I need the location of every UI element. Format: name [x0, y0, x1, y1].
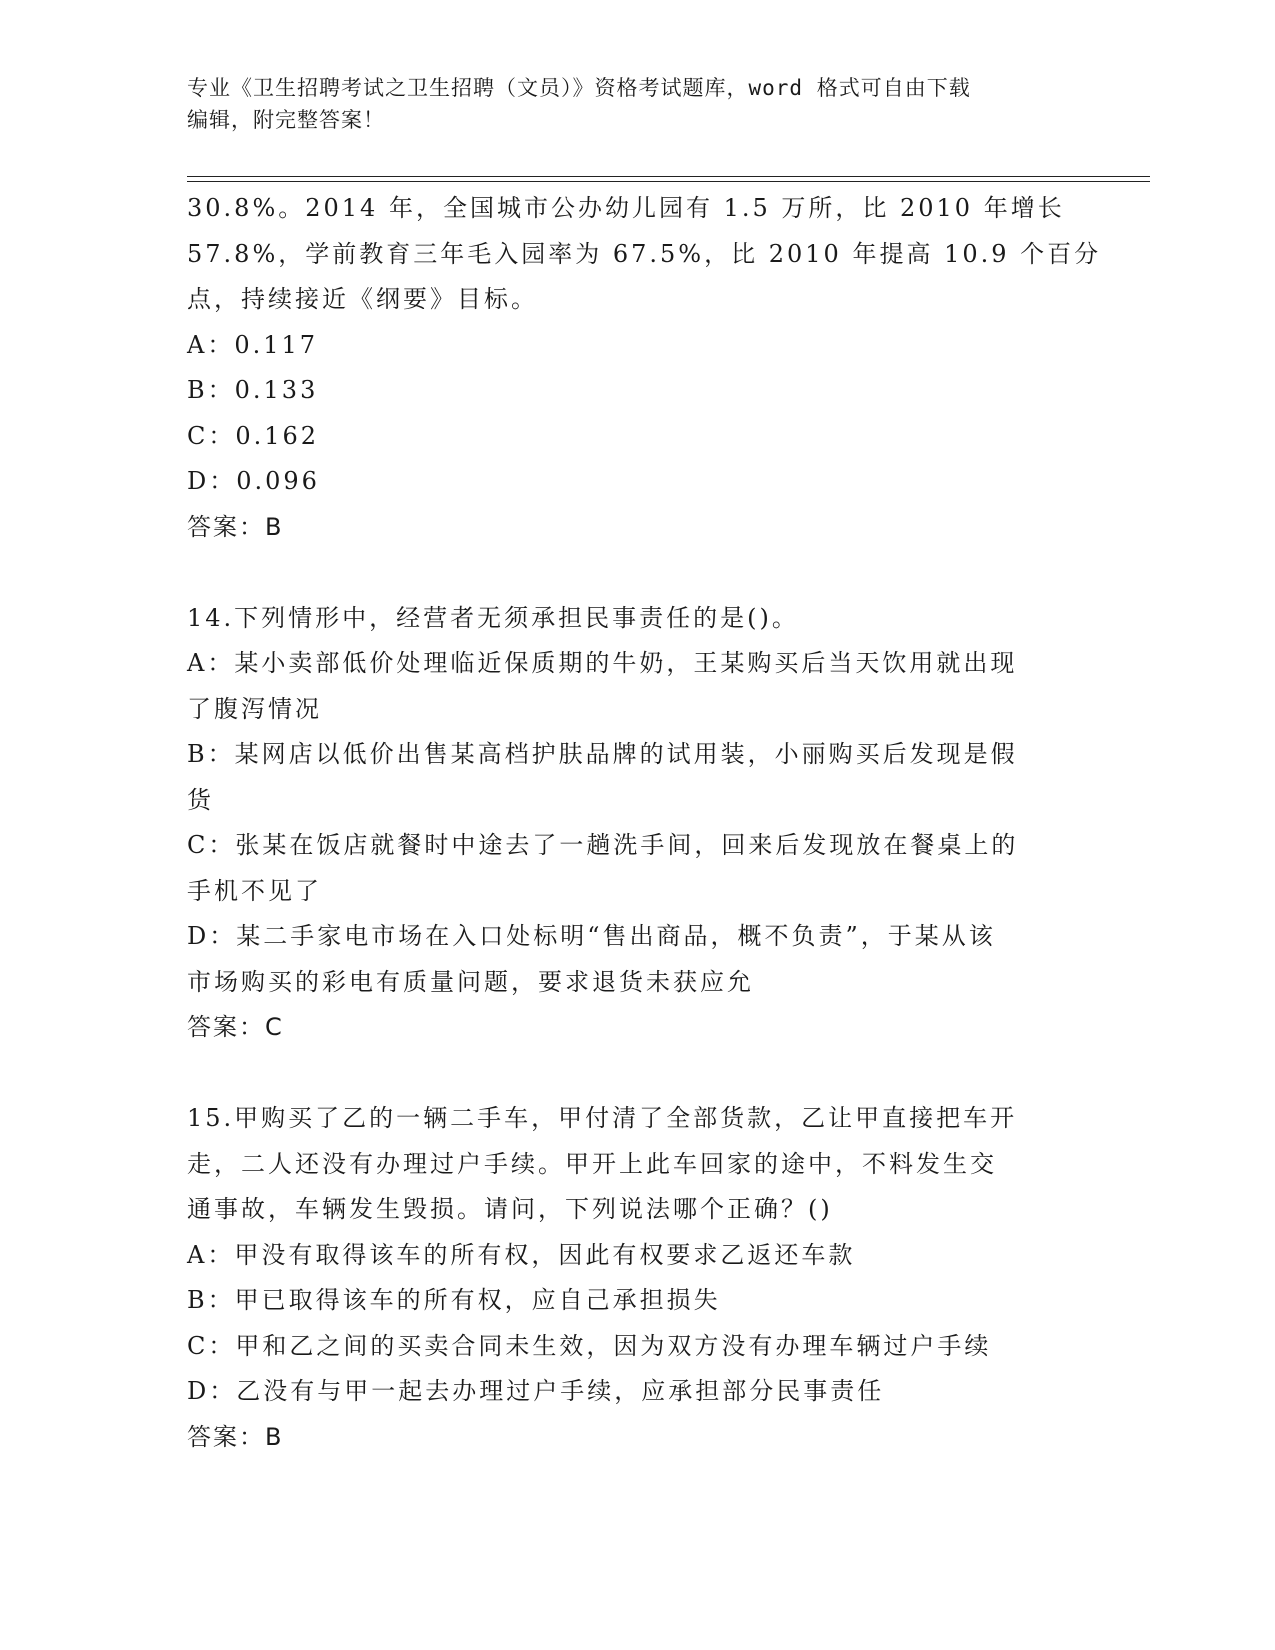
question-stem-continued: 走，二人还没有办理过户手续。甲开上此车回家的途中，不料发生交: [187, 1149, 997, 1178]
question-text-line: 点，持续接近《纲要》目标。: [187, 285, 538, 313]
option-b: B：0.133: [187, 376, 319, 404]
question-13-continuation: [187, 186, 1102, 550]
question-15: [187, 1096, 1087, 1460]
option-d: D：乙没有与甲一起去办理过户手续，应承担部分民事责任: [187, 1377, 885, 1405]
option-b: B：甲已取得该车的所有权，应自己承担损失: [187, 1286, 721, 1314]
option-d: D：某二手家电市场在入口处标明“售出商品，概不负责”，于某从该: [187, 922, 996, 950]
option-b: B：某网店以低价出售某高档护肤品牌的试用装，小丽购买后发现是假: [187, 740, 1018, 768]
answer-label: 答案：C: [187, 1013, 284, 1041]
option-a: A：某小卖部低价处理临近保质期的牛奶，王某购买后当天饮用就出现: [187, 649, 1018, 677]
option-a: A：0.117: [187, 330, 319, 359]
option-c: C：张某在饭店就餐时中途去了一趟洗手间，回来后发现放在餐桌上的: [187, 831, 1019, 859]
answer-label: 答案：B: [187, 512, 284, 541]
question-stem: 15.甲购买了乙的一辆二手车，甲付清了全部货款，乙让甲直接把车开: [187, 1104, 1018, 1132]
option-c-continued: 手机不见了: [187, 876, 322, 905]
question-text-line: 30.8%。2014 年，全国城市公办幼儿园有 1.5 万所，比 2010 年增长: [187, 194, 1065, 222]
question-stem-continued: 通事故，车辆发生毁损。请问，下列说法哪个正确？(): [187, 1195, 833, 1223]
option-d: D：0.096: [187, 467, 320, 495]
spacer: [187, 1051, 1087, 1097]
question-text-line: 57.8%，学前教育三年毛入园率为 67.5%，比 2010 年提高 10.9 个百分: [187, 239, 1102, 268]
option-a: A：甲没有取得该车的所有权，因此有权要求乙返还车款: [187, 1240, 856, 1269]
document-body: [187, 186, 1102, 1460]
option-d-continued: 市场购买的彩电有质量问题，要求退货未获应允: [187, 967, 754, 996]
answer-label: 答案：B: [187, 1422, 284, 1451]
option-a-continued: 了腹泻情况: [187, 694, 322, 723]
header-line-1: 专业《卫生招聘考试之卫生招聘（文员）》资格考试题库，word 格式可自由下载: [187, 76, 971, 100]
document-header: [187, 72, 1067, 136]
header-rule-top: [187, 176, 1150, 177]
header-rule-bottom: [187, 181, 1150, 182]
question-stem: 14.下列情形中，经营者无须承担民事责任的是()。: [187, 603, 799, 632]
option-b-continued: 货: [187, 785, 214, 814]
option-c: C：甲和乙之间的买卖合同未生效，因为双方没有办理车辆过户手续: [187, 1331, 992, 1360]
spacer: [187, 550, 1087, 596]
question-14: [187, 596, 1087, 1051]
option-c: C：0.162: [187, 421, 320, 450]
header-line-2: 编辑，附完整答案！: [187, 108, 385, 132]
